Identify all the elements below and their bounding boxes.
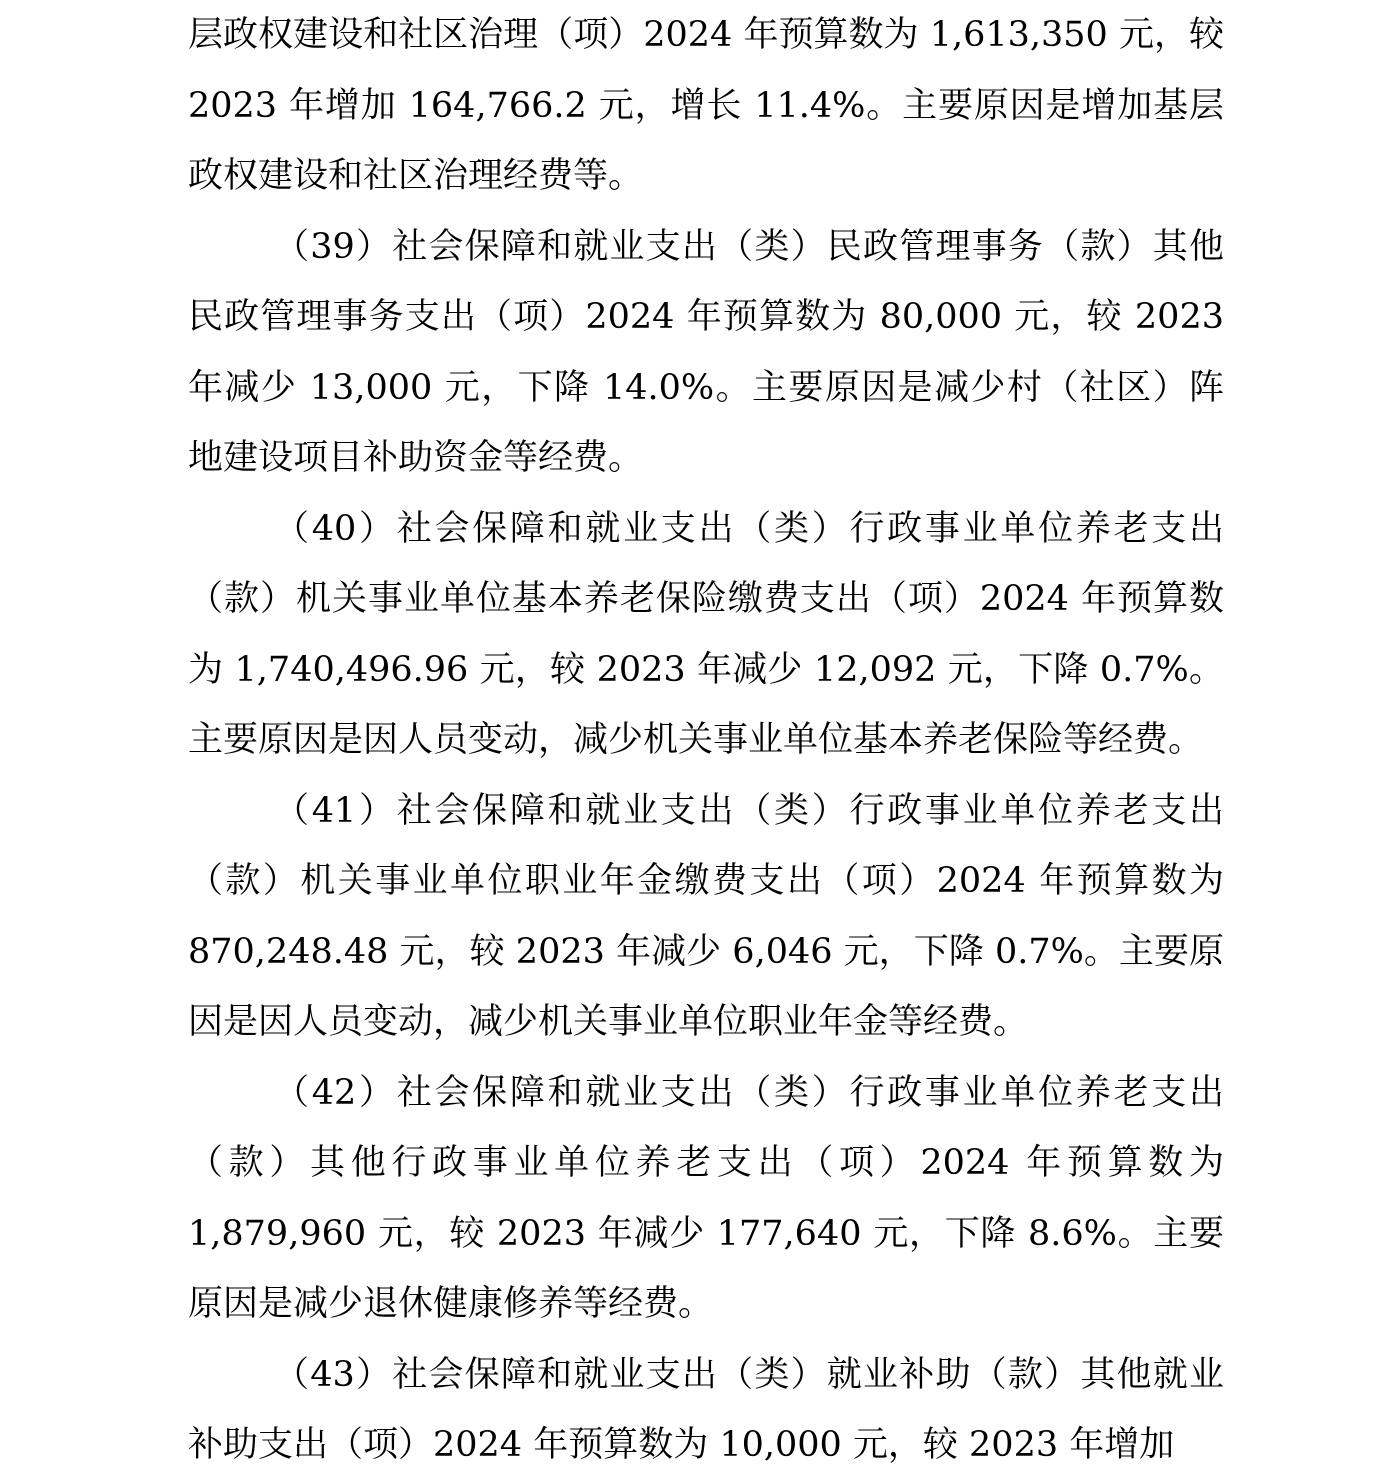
paragraph-continued-38: 层政权建设和社区治理（项）2024 年预算数为 1,613,350 元，较 2023 年增加 164,766.2 元，增长 11.4%。主要原因是增加基层政权建设和社区治理经费等。 (188, 15, 1224, 196)
paragraph-40: （40）社会保障和就业支出（类）行政事业单位养老支出（款）机关事业单位基本养老保险缴费支出（项）2024 年预算数为 1,740,496.96 元，较 2023 年减少 12,092 元，下降 0.7%。主要原因是因人员变动，减少机关事业单位基本养老保险等经费。 (188, 508, 1224, 760)
paragraph-41: （41）社会保障和就业支出（类）行政事业单位养老支出（款）机关事业单位职业年金缴费支出（项）2024 年预算数为 870,248.48 元，较 2023 年减少 6,046 元，下降 0.7%。主要原因是因人员变动，减少机关事业单位职业年金等经费。 (188, 790, 1224, 1042)
paragraph-43: （43）社会保障和就业支出（类）就业补助（款）其他就业补助支出（项）2024 年预算数为 10,000 元，较 2023 年增加 (188, 1354, 1224, 1465)
paragraph-42: （42）社会保障和就业支出（类）行政事业单位养老支出（款）其他行政事业单位养老支出（项）2024 年预算数为 1,879,960 元，较 2023 年减少 177,640 元，下降 8.6%。主要原因是减少退休健康修养等经费。 (188, 1072, 1224, 1324)
paragraph-39: （39）社会保障和就业支出（类）民政管理事务（款）其他民政管理事务支出（项）2024 年预算数为 80,000 元，较 2023 年减少 13,000 元，下降 14.0%。主要原因是减少村（社区）阵地建设项目补助资金等经费。 (188, 226, 1224, 478)
document-body (188, 0, 1224, 1481)
